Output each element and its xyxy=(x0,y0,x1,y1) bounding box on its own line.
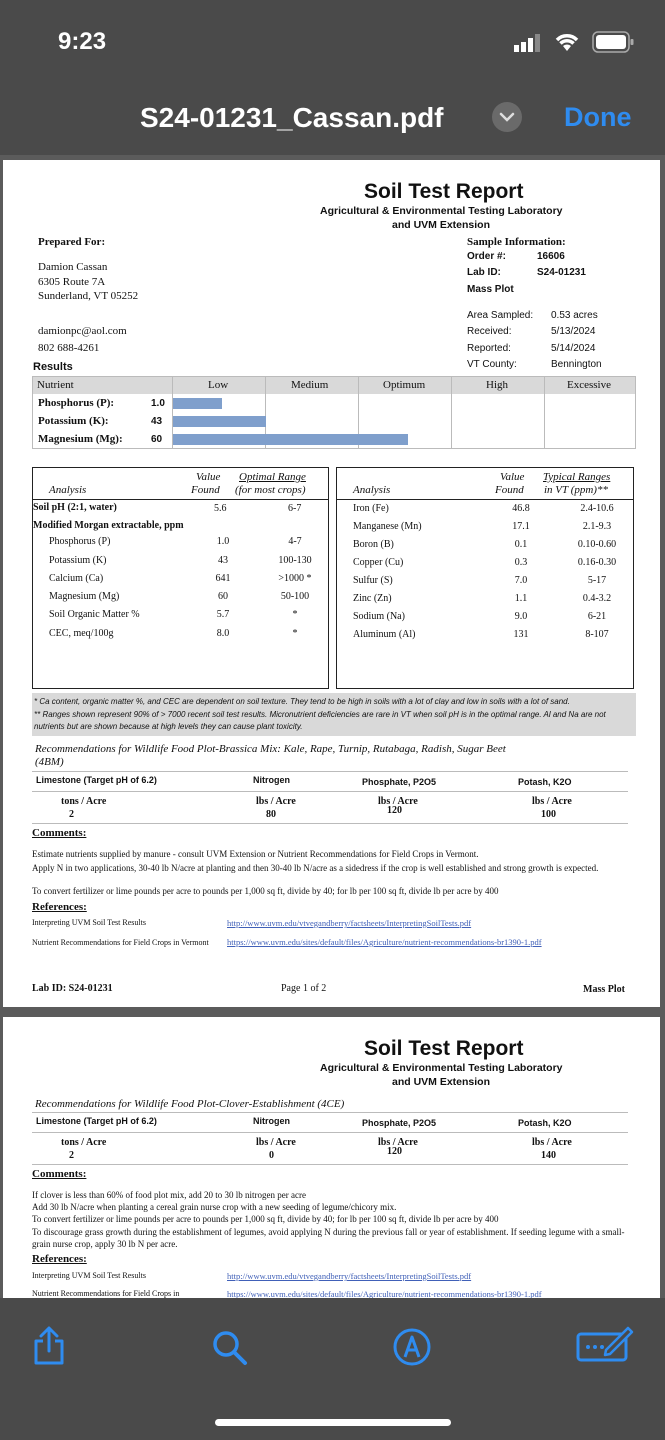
reported-value: 5/14/2024 xyxy=(551,343,596,354)
comment2-2: Add 30 lb N/acre when planting a cereal grain nurse crop with a new seeding of legume/chicory mix. xyxy=(32,1202,397,1212)
col-low: Low xyxy=(208,379,229,391)
lt-row-name: CEC, meq/100g xyxy=(49,628,114,639)
col-high: High xyxy=(486,379,508,391)
rt-row-name: Sodium (Na) xyxy=(353,611,405,622)
sample-info-label: Sample Information: xyxy=(467,236,566,248)
lt-row-name: Soil Organic Matter % xyxy=(49,609,140,620)
rec2-potash: Potash, K2O xyxy=(518,1118,572,1128)
ref-1-link[interactable]: http://www.uvm.edu/vtvegandberry/factsheets/InterpretingSoilTests.pdf xyxy=(227,918,472,928)
results-label: Results xyxy=(33,361,73,373)
bar-value-phosphorus: 1.0 xyxy=(151,398,165,409)
rt-h-value: Value xyxy=(500,471,525,483)
bar-magnesium xyxy=(173,434,408,445)
rec-limestone: Limestone (Target pH of 6.2) xyxy=(36,775,157,785)
rec2-p-value: 120 xyxy=(387,1146,402,1157)
lt-row-value: 1.0 xyxy=(216,536,230,547)
bar-potassium xyxy=(173,416,266,427)
form-fill-icon[interactable] xyxy=(576,1324,634,1369)
rec-p-value: 120 xyxy=(387,805,402,816)
lt-row-range: * xyxy=(292,628,298,639)
footnote-2: ** Ranges shown represent 90% of > 7000 recent soil test results. Micronutrient deficiencies are rare in VT when soil pH is in the optimal range. Al and Na are not nutrients but are shown because at high levels they can cause plant toxicity. xyxy=(34,710,606,731)
rec-lime-value: 2 xyxy=(69,809,74,820)
reported-label: Reported: xyxy=(467,343,511,354)
area-value: 0.53 acres xyxy=(551,310,598,321)
client-email: damionpc@aol.com xyxy=(38,325,127,337)
rt-h-typical: Typical Ranges xyxy=(543,471,611,483)
home-indicator xyxy=(215,1419,451,1426)
rec2-lime-unit: tons / Acre xyxy=(61,1137,107,1148)
lab-name-2: Agricultural & Environmental Testing Laboratory xyxy=(320,1062,563,1074)
micronutrient-table xyxy=(336,467,634,689)
area-label: Area Sampled: xyxy=(467,310,534,321)
rt-row-name: Sulfur (S) xyxy=(353,575,393,586)
ref-2-link[interactable]: https://www.uvm.edu/sites/default/files/Agriculture/nutrient-recommendations-br1390-1.pdf xyxy=(227,937,542,947)
share-icon[interactable] xyxy=(30,1326,68,1371)
bar-label-magnesium: Magnesium (Mg): xyxy=(38,433,123,445)
report-title-2: Soil Test Report xyxy=(364,1037,524,1060)
footer-sample-name: Mass Plot xyxy=(583,984,625,995)
rec-p-unit: lbs / Acre xyxy=(378,796,418,807)
prepared-for-label: Prepared For: xyxy=(38,236,106,248)
rec2-phosphate: Phosphate, P2O5 xyxy=(362,1118,437,1128)
lt-row-name: Magnesium (Mg) xyxy=(49,591,120,602)
footer-labid: Lab ID: S24-01231 xyxy=(32,983,113,994)
comment-1: Estimate nutrients supplied by manure - consult UVM Extension or Nutrient Recommendations for Field Crops in Vermont. xyxy=(32,849,479,859)
rec2-k-unit: lbs / Acre xyxy=(532,1137,572,1148)
bar-label-potassium: Potassium (K): xyxy=(38,415,109,427)
client-address-2: Sunderland, VT 05252 xyxy=(38,290,139,302)
received-value: 5/13/2024 xyxy=(551,326,596,337)
lt-row-range: 100-130 xyxy=(278,555,312,566)
rt-row-name: Copper (Cu) xyxy=(353,557,404,568)
rt-row-name: Aluminum (Al) xyxy=(353,629,416,640)
ref-2-label: Nutrient Recommendations for Field Crops in Vermont xyxy=(32,938,209,947)
rt-row-range: 6-21 xyxy=(587,611,607,622)
rt-row-value: 131 xyxy=(513,629,529,640)
rt-row-range: 0.10-0.60 xyxy=(577,539,617,550)
comment2-1: If clover is less than 60% of food plot mix, add 20 to 30 lb nitrogen per acre xyxy=(32,1190,306,1200)
lt-row-value: 8.0 xyxy=(216,628,230,639)
lt-row-value: 60 xyxy=(218,591,228,602)
lt-row-name: Phosphorus (P) xyxy=(49,536,111,547)
lt-row-range: 4-7 xyxy=(288,536,302,547)
lt-row-value: 5.7 xyxy=(216,609,230,620)
ref2-2-label: Nutrient Recommendations for Field Crops in xyxy=(32,1289,180,1298)
lab-name: Agricultural & Environmental Testing Laboratory xyxy=(320,205,563,217)
rec-title-2: Recommendations for Wildlife Food Plot-Clover-Establishment (4CE) xyxy=(35,1098,345,1110)
lt-h-value: Value xyxy=(196,471,221,483)
rec-lime-unit: tons / Acre xyxy=(61,796,107,807)
col-nutrient: Nutrient xyxy=(37,379,74,391)
rt-h-found: Found xyxy=(495,484,524,496)
rt-row-range: 2.4-10.6 xyxy=(580,503,614,514)
pdf-page-1 xyxy=(3,160,660,1007)
report-title: Soil Test Report xyxy=(364,180,524,203)
bar-phosphorus xyxy=(173,398,222,409)
morgan-label: Modified Morgan extractable, ppm xyxy=(33,520,184,531)
lt-row-name: Calcium (Ca) xyxy=(49,573,104,584)
rt-row-value: 0.3 xyxy=(514,557,528,568)
nav-bar xyxy=(0,85,665,155)
comments-label: Comments: xyxy=(32,827,87,839)
sample-name: Mass Plot xyxy=(467,284,514,295)
lt-row-range: 50-100 xyxy=(280,591,310,602)
rt-row-value: 9.0 xyxy=(514,611,528,622)
comment-2: Apply N in two applications, 30-40 lb N/acre at planting and then 30-40 lb N/acre as a sidedress if the crop is well established and strong growth is expected. xyxy=(32,863,599,873)
footnote-1: * Ca content, organic matter %, and CEC are dependent on soil texture. They tend to be high in soils with a lot of clay and low in soils with a lot of sand. xyxy=(34,697,570,706)
wifi-icon xyxy=(553,31,581,53)
rt-row-range: 0.4-3.2 xyxy=(582,593,612,604)
labid-label: Lab ID: xyxy=(467,267,501,278)
rec-title: Recommendations for Wildlife Food Plot-Brassica Mix: Kale, Rape, Turnip, Rutabaga, Radish, Sugar Beet (4BM) xyxy=(35,743,506,768)
ref2-1-link[interactable]: http://www.uvm.edu/vtvegandberry/factsheets/InterpretingSoilTests.pdf xyxy=(227,1271,472,1281)
ref-1-label: Interpreting UVM Soil Test Results xyxy=(32,918,146,927)
lt-h-optimal2: (for most crops) xyxy=(235,484,306,496)
rt-h-analysis: Analysis xyxy=(353,484,391,496)
lt-row-value: 641 xyxy=(215,573,231,584)
status-bar xyxy=(0,0,665,85)
battery-icon xyxy=(592,31,634,53)
rt-row-value: 1.1 xyxy=(514,593,528,604)
comment-3: To convert fertilizer or lime pounds per acre to pounds per 1,000 sq ft, divide by 40; for lb per 100 sq ft, divide lb per acre by 400 xyxy=(32,886,499,896)
bar-value-magnesium: 60 xyxy=(151,434,163,445)
results-bar-chart xyxy=(32,376,636,449)
ph-range: 6-7 xyxy=(288,503,302,514)
rt-row-value: 0.1 xyxy=(514,539,528,550)
labid-value: S24-01231 xyxy=(537,267,586,278)
bar-value-potassium: 43 xyxy=(151,416,163,427)
search-icon[interactable] xyxy=(210,1328,250,1373)
ref2-1-label: Interpreting UVM Soil Test Results xyxy=(32,1271,146,1280)
lt-row-range: >1000 * xyxy=(278,573,312,584)
col-optimum: Optimum xyxy=(383,379,426,391)
pdf-viewer[interactable] xyxy=(0,155,665,1298)
signal-icon xyxy=(514,34,544,52)
order-label: Order #: xyxy=(467,251,506,262)
bar-label-phosphorus: Phosphorus (P): xyxy=(38,397,115,409)
rec-n-unit: lbs / Acre xyxy=(256,796,296,807)
rec2-lime-value: 2 xyxy=(69,1150,74,1161)
lt-row-range: * xyxy=(292,609,298,620)
rt-row-name: Manganese (Mn) xyxy=(353,521,422,532)
rt-row-value: 17.1 xyxy=(512,521,530,532)
comment2-3: To convert fertilizer or lime pounds per acre to pounds per 1,000 sq ft, divide by 40; for lb per 100 sq ft, divide lb per acre by 400 xyxy=(32,1214,499,1224)
client-phone: 802 688-4261 xyxy=(38,342,100,354)
rt-row-name: Zinc (Zn) xyxy=(353,593,392,604)
rec-k-value: 100 xyxy=(541,809,556,820)
lab-extension-2: and UVM Extension xyxy=(392,1076,491,1088)
rec2-n-unit: lbs / Acre xyxy=(256,1137,296,1148)
footer-page: Page 1 of 2 xyxy=(281,983,327,994)
rec-n-value: 80 xyxy=(266,809,276,820)
rec-potash: Potash, K2O xyxy=(518,777,572,787)
lt-h-analysis: Analysis xyxy=(49,484,87,496)
col-medium: Medium xyxy=(291,379,329,391)
client-name: Damion Cassan xyxy=(38,261,108,273)
rec2-k-value: 140 xyxy=(541,1150,556,1161)
rt-row-value: 7.0 xyxy=(514,575,528,586)
comment2-4: To discourage grass growth during the establishment of legumes, avoid applying N during the previous fall or year of establishment. If seeding legume with a small-grain nurse crop, apply 30 lb N per acre. xyxy=(32,1227,625,1249)
lt-row-value: 43 xyxy=(218,555,228,566)
lt-row-name: Potassium (K) xyxy=(49,555,107,566)
soil-analysis-table xyxy=(32,467,329,689)
references-label-2: References: xyxy=(32,1253,87,1265)
rec2-limestone: Limestone (Target pH of 6.2) xyxy=(36,1116,157,1126)
county-value: Bennington xyxy=(551,359,602,370)
client-address-1: 6305 Route 7A xyxy=(38,276,106,288)
lt-h-optimal: Optimal Range xyxy=(239,471,306,483)
rt-row-range: 5-17 xyxy=(587,575,607,586)
ph-value: 5.6 xyxy=(214,503,227,514)
done-button[interactable]: Done xyxy=(564,102,632,132)
rt-row-range: 2.1-9.3 xyxy=(582,521,612,532)
references-label: References: xyxy=(32,901,87,913)
county-label: VT County: xyxy=(467,359,517,370)
markup-icon[interactable] xyxy=(392,1327,432,1372)
ref2-2-link[interactable]: https://www.uvm.edu/sites/default/files/Agriculture/nutrient-recommendations-br1390-1.pdf xyxy=(227,1289,542,1298)
rec-k-unit: lbs / Acre xyxy=(532,796,572,807)
received-label: Received: xyxy=(467,326,512,337)
rec2-nitrogen: Nitrogen xyxy=(253,1116,290,1126)
lt-h-found: Found xyxy=(191,484,220,496)
rec-phosphate: Phosphate, P2O5 xyxy=(362,777,437,787)
rt-row-value: 46.8 xyxy=(512,503,530,514)
rt-h-typical2: in VT (ppm)** xyxy=(544,484,608,496)
rt-row-name: Iron (Fe) xyxy=(353,503,389,514)
rec2-p-unit: lbs / Acre xyxy=(378,1137,418,1148)
rt-row-range: 0.16-0.30 xyxy=(577,557,617,568)
chevron-down-icon[interactable] xyxy=(492,102,522,132)
document-title[interactable]: S24-01231_Cassan.pdf xyxy=(140,102,444,133)
rec-nitrogen: Nitrogen xyxy=(253,775,290,785)
rt-row-name: Boron (B) xyxy=(353,539,394,550)
ph-label: Soil pH (2:1, water) xyxy=(33,502,117,513)
rec2-n-value: 0 xyxy=(269,1150,274,1161)
rt-row-range: 8-107 xyxy=(585,629,609,640)
lab-extension: and UVM Extension xyxy=(392,219,491,231)
status-time: 9:23 xyxy=(58,28,107,55)
pdf-page-2 xyxy=(3,1017,660,1298)
order-value: 16606 xyxy=(537,251,565,262)
col-excessive: Excessive xyxy=(567,379,611,391)
comments-label-2: Comments: xyxy=(32,1168,87,1180)
